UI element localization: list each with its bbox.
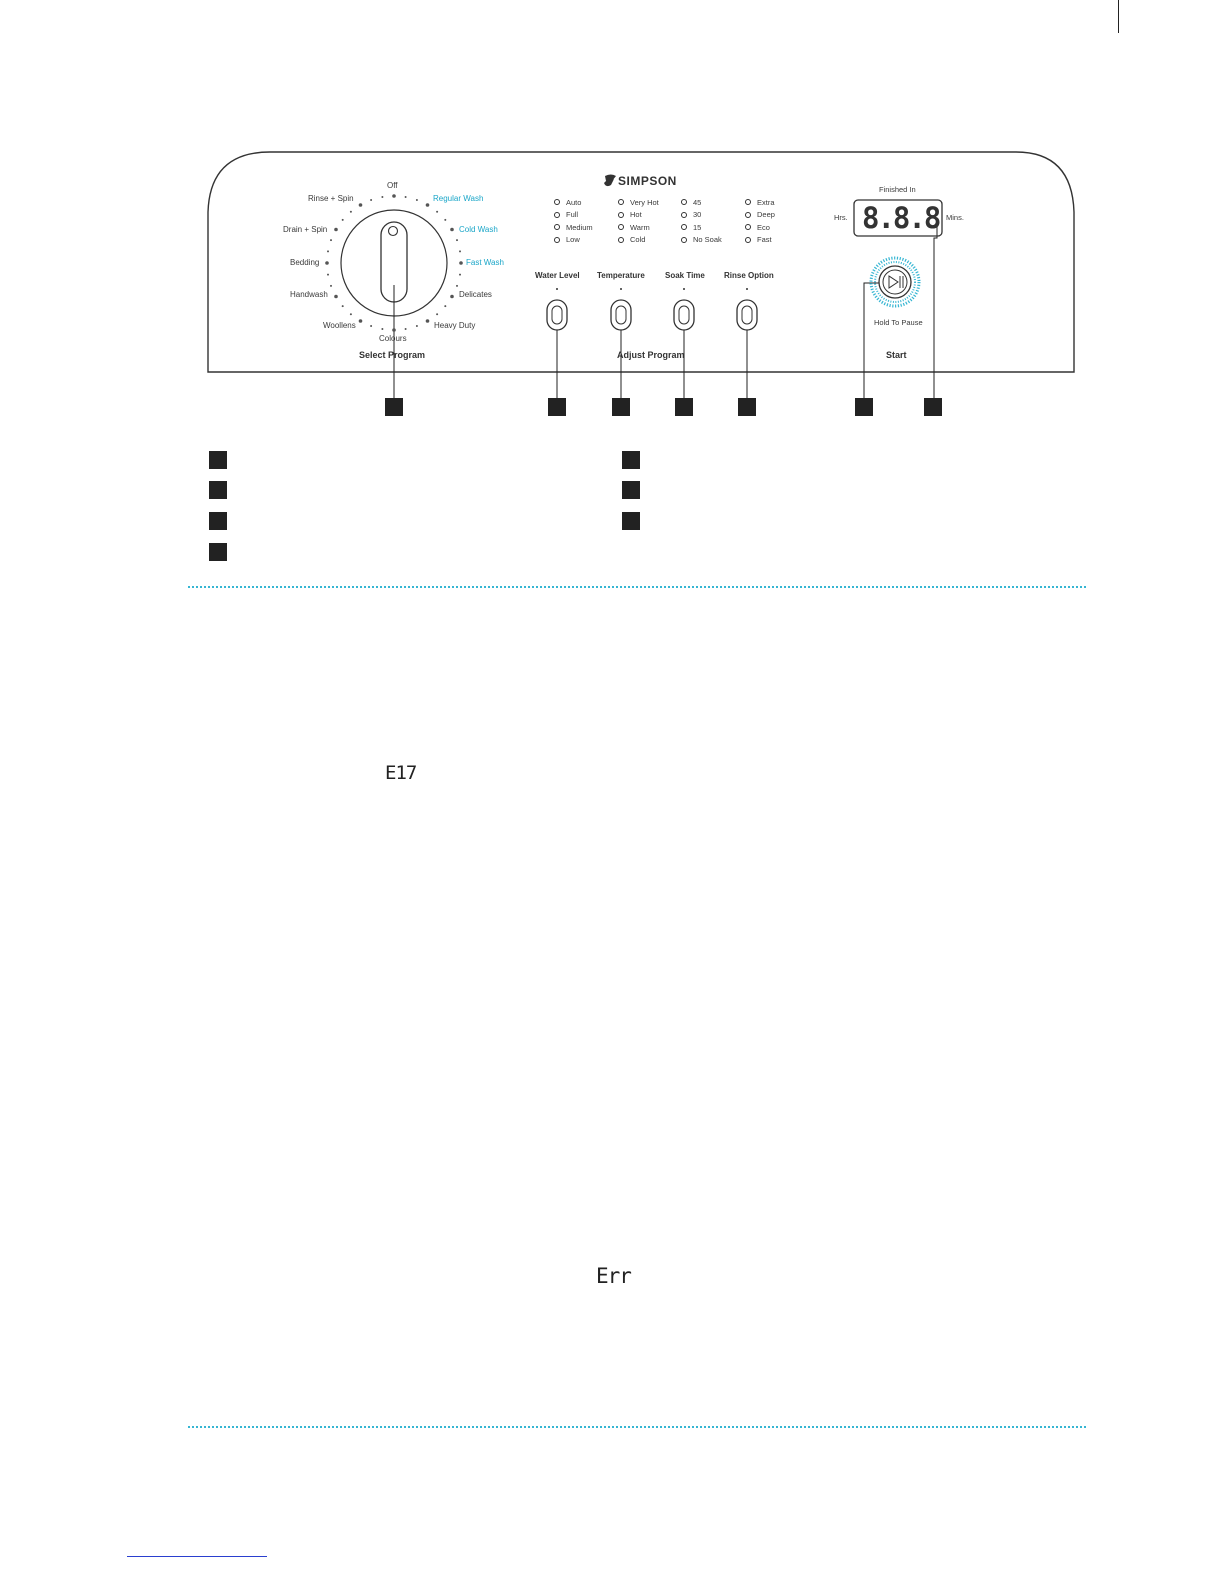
dial-dot (444, 305, 446, 307)
legend-marker (622, 451, 640, 469)
option-cold: Cold (618, 234, 659, 247)
dial-dot (436, 211, 438, 213)
dial-dot (350, 211, 352, 213)
finished-in-label: Finished In (879, 185, 916, 194)
option-indicator (554, 224, 560, 230)
water-level-options (554, 196, 593, 246)
option-30: 30 (681, 209, 722, 222)
dial-dot (370, 325, 372, 327)
option-indicator (618, 237, 624, 243)
dial-dot (359, 203, 363, 207)
error-code-e17: E17 (385, 762, 417, 784)
option-indicator (681, 237, 687, 243)
dial-dot (405, 196, 407, 198)
legend-marker (209, 512, 227, 530)
option-15: 15 (681, 221, 722, 234)
dial-dot (450, 228, 454, 232)
option-auto: Auto (554, 196, 593, 209)
option-indicator (745, 237, 751, 243)
program-handwash[interactable]: Handwash (290, 290, 328, 299)
dial-dot (416, 325, 418, 327)
option-45: 45 (681, 196, 722, 209)
section-divider (188, 1426, 1086, 1428)
legend-marker (209, 481, 227, 499)
dial-dot (327, 274, 329, 276)
dial-dot (342, 219, 344, 221)
dial-dot (456, 239, 458, 241)
callout-marker (385, 398, 403, 416)
dial-dot (334, 228, 338, 232)
option-indicator (681, 212, 687, 218)
program-heavy-duty[interactable]: Heavy Duty (434, 321, 476, 330)
dial-dot (392, 194, 396, 198)
program-regular-wash[interactable]: Regular Wash (433, 194, 484, 203)
program-fast-wash[interactable]: Fast Wash (466, 258, 504, 267)
dial-dot (426, 319, 430, 323)
option-extra: Extra (745, 196, 775, 209)
dial-dot (459, 250, 461, 252)
dial-dot (334, 295, 338, 299)
program-off[interactable]: Off (387, 181, 398, 190)
dial-dot (456, 285, 458, 287)
option-eco: Eco (745, 221, 775, 234)
option-indicator (745, 199, 751, 205)
callout-marker (675, 398, 693, 416)
option-low: Low (554, 234, 593, 247)
option-medium: Medium (554, 221, 593, 234)
adjust-program-label: Adjust Program (617, 350, 685, 360)
option-indicator (618, 224, 624, 230)
option-deep: Deep (745, 209, 775, 222)
option-hot: Hot (618, 209, 659, 222)
program-delicates[interactable]: Delicates (459, 290, 492, 299)
option-fast: Fast (745, 234, 775, 247)
dial-dot (381, 196, 383, 198)
dial-dot (327, 250, 329, 252)
dial-dot (459, 261, 463, 265)
dial-dot (370, 199, 372, 201)
legend-marker (622, 512, 640, 530)
water-level-label: Water Level (535, 271, 580, 280)
dial-dot (350, 313, 352, 315)
option-indicator (554, 212, 560, 218)
dial-position-dots (0, 0, 800, 380)
dial-dot (405, 328, 407, 330)
dial-dot (450, 295, 454, 299)
option-warm: Warm (618, 221, 659, 234)
callout-marker (855, 398, 873, 416)
dial-dot (436, 313, 438, 315)
dial-dot (342, 305, 344, 307)
option-indicator (745, 224, 751, 230)
section-divider (188, 586, 1086, 588)
hold-to-pause-label: Hold To Pause (874, 318, 923, 327)
dial-dot (444, 219, 446, 221)
display-digits: 8.8.8 (862, 201, 940, 235)
error-code-err: Err (596, 1264, 631, 1288)
dial-dot (381, 328, 383, 330)
callout-marker (738, 398, 756, 416)
option-indicator (554, 199, 560, 205)
callout-marker (548, 398, 566, 416)
footer-link[interactable] (127, 1556, 267, 1557)
temperature-label: Temperature (597, 271, 645, 280)
rinse-option-label: Rinse Option (724, 271, 774, 280)
dial-dot (426, 203, 430, 207)
program-bedding[interactable]: Bedding (290, 258, 320, 267)
dial-dot (392, 328, 396, 332)
legend-marker (209, 543, 227, 561)
option-no-soak: No Soak (681, 234, 722, 247)
program-woollens[interactable]: Woollens (323, 321, 356, 330)
temperature-options (618, 196, 659, 246)
dial-dot (459, 274, 461, 276)
dial-dot (325, 261, 329, 265)
option-indicator (745, 212, 751, 218)
brand-name: SIMPSON (618, 174, 677, 188)
program-rinse-spin[interactable]: Rinse + Spin (308, 194, 354, 203)
program-cold-wash[interactable]: Cold Wash (459, 225, 498, 234)
program-colours[interactable]: Colours (379, 334, 407, 343)
start-pause-button[interactable] (879, 266, 911, 298)
option-indicator (681, 199, 687, 205)
option-indicator (681, 224, 687, 230)
option-indicator (618, 199, 624, 205)
hrs-label: Hrs. (834, 213, 848, 222)
soak-time-label: Soak Time (665, 271, 705, 280)
start-label: Start (886, 350, 907, 360)
soak-time-options (681, 196, 722, 246)
dial-dot (416, 199, 418, 201)
select-program-label: Select Program (359, 350, 426, 360)
option-full: Full (554, 209, 593, 222)
dial-dot (330, 285, 332, 287)
callout-marker (612, 398, 630, 416)
option-very-hot: Very Hot (618, 196, 659, 209)
dial-dot (330, 239, 332, 241)
option-indicator (618, 212, 624, 218)
dial-dot (359, 319, 363, 323)
option-indicator (554, 237, 560, 243)
rinse-option-options (745, 196, 775, 246)
program-drain-spin[interactable]: Drain + Spin (283, 225, 328, 234)
legend-marker (622, 481, 640, 499)
legend-marker (209, 451, 227, 469)
callout-marker (924, 398, 942, 416)
mins-label: Mins. (946, 213, 964, 222)
